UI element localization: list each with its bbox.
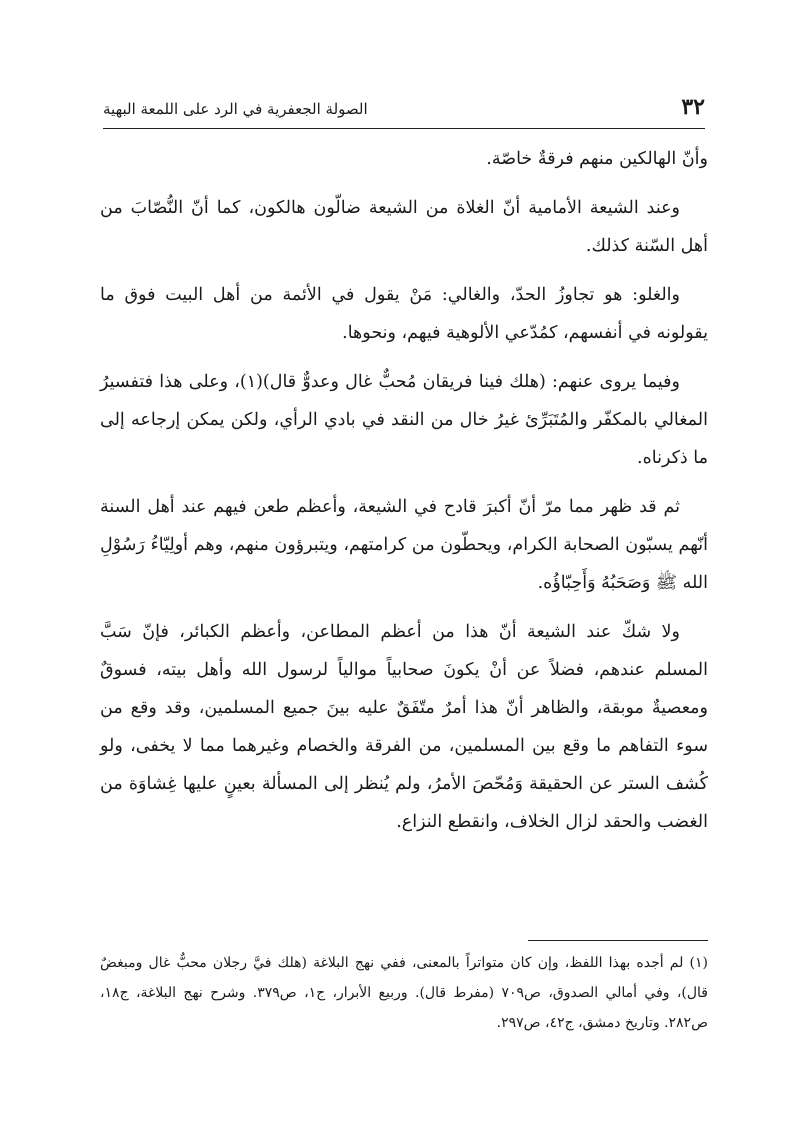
paragraph: ثم قد ظهر مما مرّ أنّ أكبرَ قادح في الشيعة، وأعظم طعن فيهم عند أهل السنة أنّهم يسبّون الصحابة الكرام، ويحطّون من كرامتهم، ويتبرؤون منهم، وهم أولِيّاءُ رَسُوْلِ الله ﷺ وَصَحَبُهُ وَأَحِبّاؤُه. [100, 497, 708, 593]
page-number: ٣٢ [681, 94, 705, 120]
paragraph: وفيما يروى عنهم: (هلك فينا فريقان مُحبٌّ غال وعدوٌّ قال)(١)، وعلى هذا فتفسيرُ المغالي بالمكفّر والمُتَبَرِّئ غيرُ خال من النقد في بادي الرأي، ولكن يمكن إرجاعه إلى ما ذكرناه. [100, 372, 708, 468]
running-title: الصولة الجعفرية في الرد على اللمعة البهية [103, 100, 368, 118]
footnote-divider [528, 940, 708, 941]
paragraph: وأنّ الهالكين منهم فرقةٌ خاصّة. [486, 149, 708, 169]
footnote: (١) لم أجده بهذا اللفظ، وإن كان متواتراً بالمعنى، ففي نهج البلاغة (هلك فيَّ رجلان محبٌّ غال ومبغضٌ قال)، وفي أمالي الصدوق، ص٧٠٩ (مفرط قال). وربيع الأبرار، ج١، ص٣٧٩. وشرح نهج البلاغة، ج١٨، ص٢٨٢. وتاريخ دمشق، ج٤٢، ص٢٩٧. [100, 955, 708, 1031]
paragraph: وعند الشيعة الأمامية أنّ الغلاة من الشيعة ضالّون هالكون، كما أنّ النُّصّابَ من أهل السّنة كذلك. [100, 198, 708, 256]
header-divider [103, 128, 705, 129]
body-text [100, 140, 708, 852]
footnotes [100, 948, 708, 1038]
paragraph: ولا شكّ عند الشيعة أنّ هذا من أعظم المطاعن، وأعظم الكبائر، فإنّ سَبَّ المسلم عندهم، فضلاً عن أنْ يكونَ صحابياً موالياً لرسول الله وأهل بيته، فسوقٌ ومعصيةٌ موبقة، والظاهر أنّ هذا أمرٌ متّفَقٌ عليه بينَ جميع المسلمين، وقد وقع من سوء التفاهم ما وقع بين المسلمين، من الفرقة والخصام وغيرهما مما لا يخفى، ولو كُشف الستر عن الحقيقة وَمُحّصَ الأمرُ، ولم يُنظر إلى المسألة بعينٍ عليها غِشاوَة من الغضب والحقد لزال الخلاف، وانقطع النزاع. [100, 622, 709, 832]
paragraph: والغلو: هو تجاوزُ الحدّ، والغالي: مَنْ يقول في الأئمة من أهل البيت فوق ما يقولونه في أنفسهم، كمُدّعي الألوهية فيهم، ونحوها. [100, 285, 708, 343]
page-header [103, 92, 705, 128]
